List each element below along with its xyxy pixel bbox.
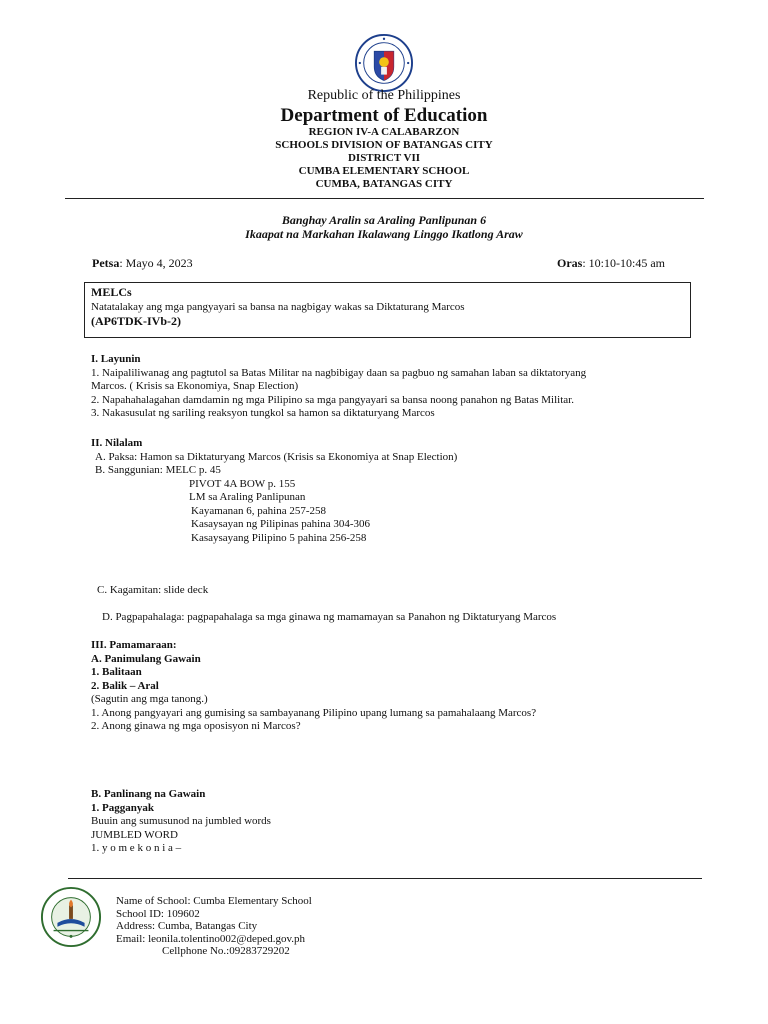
- panlinang-heading: B. Panlinang na Gawain: [91, 788, 206, 800]
- school-email: Email: leonila.tolentino002@deped.gov.ph: [116, 932, 306, 945]
- school-address: Address: Cumba, Batangas City: [116, 920, 258, 932]
- school-contact-info: [116, 895, 312, 958]
- sanggunian-line: B. Sanggunian: MELC p. 45: [95, 464, 221, 476]
- question-item: 1. Anong pangyayari ang gumising sa sambayanang Pilipino upang lumang sa pamahalaang Marcos?: [91, 706, 537, 719]
- header-divider: [65, 198, 704, 199]
- nilalam-section: [91, 437, 457, 545]
- layunin-item: Marcos. ( Krisis sa Ekonomiya, Snap Election): [91, 380, 299, 392]
- office-address-block: [0, 126, 768, 191]
- panimulang-gawain-heading: A. Panimulang Gawain: [91, 652, 201, 665]
- school-seal-logo: [40, 886, 102, 948]
- republic-heading: Republic of the Philippines: [307, 88, 461, 103]
- panlinang-section: [91, 788, 271, 856]
- reference-item: Kasaysayang Pilipino 5 pahina 256-258: [191, 531, 367, 544]
- melc-heading: MELCs: [91, 285, 132, 299]
- city-line: CUMBA, BATANGAS CITY: [315, 178, 453, 190]
- date-field: [92, 256, 193, 271]
- time-value: : 10:10-10:45 am: [582, 256, 666, 270]
- school-name: Name of School: Cumba Elementary School: [116, 895, 312, 907]
- jumbled-word-heading: JUMBLED WORD: [91, 828, 178, 841]
- date-label: Petsa: [92, 256, 120, 270]
- district-line: DISTRICT VII: [347, 152, 421, 164]
- time-label: Oras: [557, 256, 583, 270]
- melc-text: Natatalakay ang mga pangyayari sa bansa na nagbigay wakas sa Diktaturang Marcos: [91, 301, 465, 313]
- lesson-plan-subject: Banghay Aralin sa Araling Panlipunan 6: [281, 213, 487, 227]
- school-id: School ID: 109602: [116, 907, 200, 920]
- question-item: 2. Anong ginawa ng mga oposisyon ni Marcos?: [91, 720, 301, 732]
- deped-seal-logo: [355, 34, 413, 92]
- lesson-plan-title: [0, 213, 768, 241]
- kagamitan-line: C. Kagamitan: slide deck: [97, 584, 209, 596]
- time-field: [557, 256, 665, 271]
- melc-box: [84, 282, 691, 338]
- layunin-item: 2. Napahahalagahan damdamin ng mga Pilipino sa mga pangyayari sa bansa noong panahon ng Batas Militar.: [91, 393, 574, 406]
- pamamaraan-section: [91, 639, 536, 734]
- layunin-heading: I. Layunin: [91, 353, 141, 365]
- paksa-line: A. Paksa: Hamon sa Diktaturyang Marcos (Krisis sa Ekonomiya at Snap Election): [95, 450, 458, 463]
- reference-item: Kayamanan 6, pahina 257-258: [191, 504, 327, 517]
- layunin-section: [91, 353, 586, 421]
- reference-item: Kasaysayan ng Pilipinas pahina 304-306: [191, 518, 371, 530]
- layunin-item: 3. Nakasusulat ng sariling reaksyon tungkol sa hamon sa diktaturyang Marcos: [91, 407, 435, 419]
- department-title: Department of Education: [280, 105, 488, 126]
- reference-item: LM sa Araling Panlipunan: [189, 491, 306, 503]
- footer-divider: [68, 878, 702, 879]
- region-line: REGION IV-A CALABARZON: [308, 126, 460, 138]
- lesson-plan-schedule: Ikaapat na Markahan Ikalawang Linggo Ikatlong Araw: [245, 227, 523, 241]
- pamamaraan-heading: III. Pamamaraan:: [91, 639, 177, 651]
- division-line: SCHOOLS DIVISION OF BATANGAS CITY: [275, 139, 493, 151]
- pagganyak-heading: 1. Pagganyak: [91, 801, 154, 814]
- pagpapahalaga-line: D. Pagpapahalaga: pagpapahalaga sa mga ginawa ng mamamayan sa Panahon ng Diktaturyang Marcos: [102, 611, 557, 623]
- school-phone: Cellphone No.:09283729202: [162, 945, 290, 957]
- instruction-text: (Sagutin ang mga tanong.): [91, 693, 208, 705]
- balik-aral-heading: 2. Balik – Aral: [91, 679, 159, 692]
- layunin-item: 1. Naipaliliwanag ang pagtutol sa Batas Militar na nagbibigay daan sa pagbuo ng samahan laban sa diktatoryang: [91, 366, 587, 379]
- jumbled-item: 1. y o m e k o n i a –: [91, 842, 182, 854]
- reference-item: PIVOT 4A BOW p. 155: [189, 477, 296, 490]
- school-line: CUMBA ELEMENTARY SCHOOL: [298, 165, 470, 177]
- buuin-instruction: Buuin ang sumusunod na jumbled words: [91, 815, 271, 827]
- melc-code: (AP6TDK-IVb-2): [91, 314, 181, 328]
- date-value: : Mayo 4, 2023: [119, 256, 193, 270]
- nilalam-heading: II. Nilalam: [91, 437, 143, 449]
- balitaan-heading: 1. Balitaan: [91, 666, 142, 678]
